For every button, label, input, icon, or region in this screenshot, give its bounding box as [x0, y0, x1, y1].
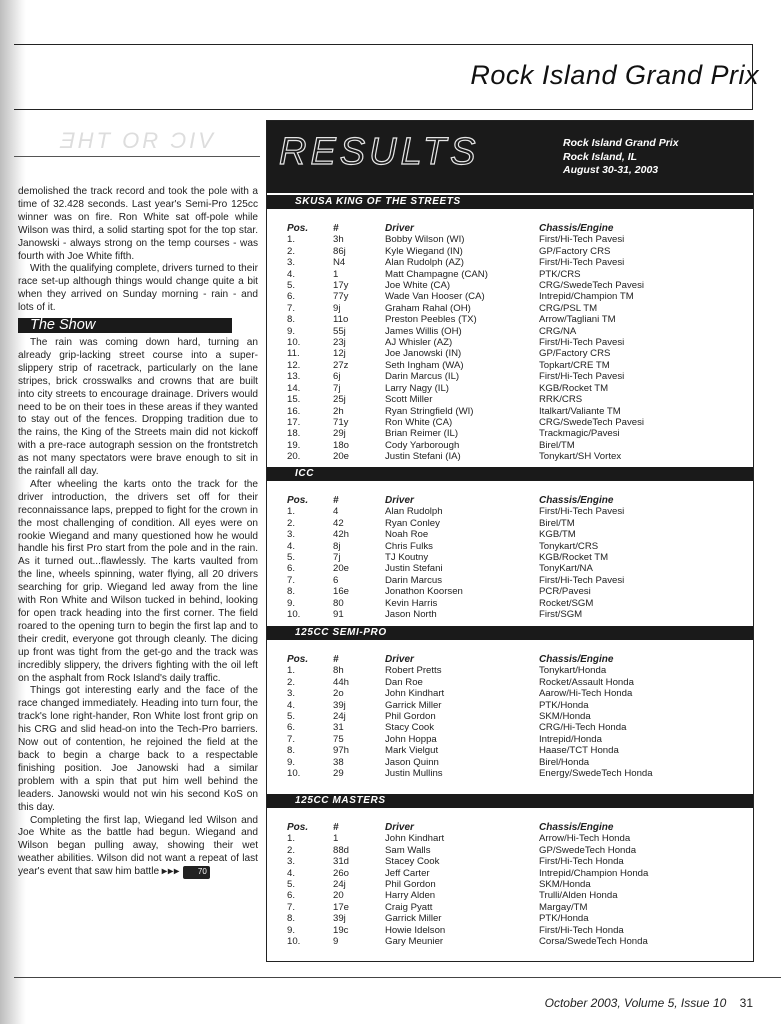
cell-num: 38 [333, 756, 344, 768]
bleed-through-text: ƎHT OR ƆIV [60, 128, 216, 153]
column-num [333, 654, 349, 779]
cell-chassis: Intrepid/Honda [539, 733, 602, 745]
cell-num: 91 [333, 609, 344, 621]
cell-driver: Phil Gordon [385, 711, 436, 723]
cell-chassis: Birel/TM [539, 517, 575, 529]
column-divider [14, 156, 260, 157]
page-number: 31 [739, 996, 753, 1010]
column-header: Chassis/Engine [539, 654, 614, 665]
cell-driver: Mark Vielgut [385, 745, 439, 757]
cell-chassis: First/Hi-Tech Pavesi [539, 234, 625, 246]
results-section [267, 467, 753, 640]
cell-driver: Gary Meunier [385, 936, 444, 948]
cell-driver: Justin Mullins [385, 768, 443, 780]
cell-pos: 6. [287, 722, 296, 734]
class-heading: 125CC MASTERS [267, 794, 753, 808]
cell-driver: James Willis (OH) [385, 325, 462, 337]
cell-driver: Sam Walls [385, 844, 431, 856]
cell-pos: 8. [287, 586, 296, 598]
cell-num: 7j [333, 552, 341, 564]
column-header: Pos. [287, 822, 309, 833]
cell-chassis: First/Hi-Tech Honda [539, 856, 624, 868]
column-chassis [539, 223, 644, 463]
cell-num: 24j [333, 711, 346, 723]
cell-num: 80 [333, 597, 344, 609]
cell-pos: 7. [287, 302, 296, 314]
cell-pos: 3. [287, 688, 296, 700]
cell-num: 39j [333, 699, 346, 711]
column-pos [287, 223, 308, 463]
cell-num: 29j [333, 428, 346, 440]
cell-chassis: PTK/Honda [539, 913, 589, 925]
results-table [267, 822, 753, 975]
cell-pos: 7. [287, 733, 296, 745]
cell-num: 31d [333, 856, 350, 868]
results-table [267, 654, 753, 808]
cell-pos: 1. [287, 234, 296, 246]
cell-num: 23j [333, 337, 346, 349]
cell-chassis: KGB/Rocket TM [539, 552, 609, 564]
column-driver [385, 654, 444, 779]
cell-chassis: Tonykart/SH Vortex [539, 451, 622, 463]
cell-driver: Darin Marcus (IL) [385, 371, 460, 383]
cell-chassis: First/Hi-Tech Pavesi [539, 371, 625, 383]
cell-chassis: KGB/TM [539, 529, 576, 541]
cell-pos: 17. [287, 416, 301, 428]
cell-num: 24j [333, 879, 346, 891]
cell-num: 25j [333, 394, 346, 406]
cell-driver: Jonathon Koorsen [385, 586, 463, 598]
cell-pos: 16. [287, 405, 301, 417]
column-pos [287, 495, 308, 620]
cell-chassis: Tonykart/Honda [539, 665, 607, 677]
cell-pos: 2. [287, 844, 296, 856]
cell-num: 86j [333, 245, 346, 257]
results-table [267, 223, 753, 481]
cell-chassis: CRG/PSL TM [539, 302, 598, 314]
cell-chassis: Birel/Honda [539, 756, 590, 768]
column-header: Chassis/Engine [539, 495, 614, 506]
cell-chassis: Energy/SwedeTech Honda [539, 768, 653, 780]
cell-chassis: Birel/TM [539, 439, 575, 451]
cell-chassis: Italkart/Valiante TM [539, 405, 621, 417]
results-box [266, 120, 754, 962]
cell-chassis: PTK/Honda [539, 699, 589, 711]
cell-driver: Garrick Miller [385, 699, 442, 711]
section-heading: The Show [18, 318, 232, 333]
event-dates: August 30-31, 2003 [563, 164, 659, 176]
cell-driver: Jason North [385, 609, 437, 621]
event-name: Rock Island Grand Prix [563, 137, 679, 149]
cell-pos: 19. [287, 439, 301, 451]
column-driver [385, 495, 463, 620]
cell-pos: 1. [287, 506, 296, 518]
cell-chassis: SKM/Honda [539, 879, 591, 891]
column-header: Pos. [287, 654, 309, 665]
cell-chassis: Intrepid/Champion Honda [539, 867, 649, 879]
cell-num: 20e [333, 451, 350, 463]
cell-pos: 5. [287, 711, 296, 723]
cell-driver: Chris Fulks [385, 540, 433, 552]
cell-num: 8h [333, 665, 344, 677]
cell-num: 1 [333, 833, 339, 845]
issue-info: October 2003, Volume 5, Issue 10 [544, 996, 727, 1010]
cell-chassis: Trulli/Alden Honda [539, 890, 618, 902]
article-paragraph: After wheeling the karts onto the track for the driver introduction, the drivers set off for their reconnaissance laps, prepped to fight for the crown in the most challenging of condition. All eyes were on rookie Wiegand and many questioned how he would handle his first Pro start from the pole and in the rain. As it turned out...flawlessly. The karts vaulted from the line, wheels spinning, water flying, all 20 drivers searching for grip. Wiegand led away from the line with Ron White and Wilson tucked in behind, looking for open track heading into the first corner. The field roared to the opening turn to begin the first lap and to their credit, everyone got through cleanly. The dicing up front was tight from the get-go and the track was incredibly slippery, the drivers fighting with the oil left on the asphalt from Rock Island's daily traffic. [18, 478, 258, 684]
cell-pos: 3. [287, 856, 296, 868]
cell-pos: 1. [287, 833, 296, 845]
cell-pos: 3. [287, 257, 296, 269]
article-paragraph: The rain was coming down hard, turning an already grip-lacking street course into a super-slippery strip of racetrack, particularly on the lane stripes, brick crosswalks and crowns that are built into city streets to encourage drainage. Drivers would need to be on their toes in these areas if they wanted to stay out of the fences. Dropping tradition due to the rains, the King of the Streets main did not kickoff with a pre-race autograph session on the frontstretch as not many spectators were brave enough to sit in the rainfall all day. [18, 336, 258, 478]
class-heading: SKUSA KING OF THE STREETS [267, 195, 753, 209]
cell-num: 9j [333, 302, 341, 314]
cell-pos: 9. [287, 325, 296, 337]
cell-chassis: First/Hi-Tech Pavesi [539, 574, 625, 586]
cell-chassis: Haase/TCT Honda [539, 745, 619, 757]
cell-pos: 8. [287, 913, 296, 925]
cell-num: 7j [333, 382, 341, 394]
column-pos [287, 654, 308, 779]
cell-driver: Noah Roe [385, 529, 429, 541]
cell-driver: Brian Reimer (IL) [385, 428, 459, 440]
cell-driver: Phil Gordon [385, 879, 436, 891]
cell-driver: John Kindhart [385, 833, 445, 845]
cell-chassis: PCR/Pavesi [539, 586, 591, 598]
cell-num: 97h [333, 745, 350, 757]
results-table [267, 495, 753, 640]
cell-chassis: Topkart/CRE TM [539, 359, 610, 371]
cell-pos: 10. [287, 936, 301, 948]
results-section [267, 195, 753, 481]
cell-pos: 4. [287, 268, 296, 280]
cell-chassis: Tonykart/CRS [539, 540, 599, 552]
column-header: Chassis/Engine [539, 822, 614, 833]
cell-driver: Justin Stefani [385, 563, 443, 575]
article-column [18, 186, 258, 879]
cell-driver: Jeff Carter [385, 867, 430, 879]
cell-driver: Matt Champagne (CAN) [385, 268, 488, 280]
cell-pos: 10. [287, 768, 301, 780]
article-paragraph [18, 815, 258, 880]
cell-chassis: First/Hi-Tech Pavesi [539, 337, 625, 349]
cell-driver: Kevin Harris [385, 597, 438, 609]
cell-driver: Scott Miller [385, 394, 433, 406]
column-pos [287, 822, 308, 947]
column-driver [385, 822, 445, 947]
cell-driver: Graham Rahal (OH) [385, 302, 471, 314]
column-num [333, 495, 349, 620]
class-heading: ICC [267, 467, 753, 481]
cell-num: 17y [333, 280, 349, 292]
cell-num: 6 [333, 574, 339, 586]
continue-arrows: ▸▸▸ [161, 866, 181, 878]
column-header: # [333, 495, 339, 506]
results-title: RESULTS [279, 131, 480, 173]
cell-num: 29 [333, 768, 344, 780]
cell-pos: 3. [287, 529, 296, 541]
cell-driver: Craig Pyatt [385, 901, 433, 913]
cell-driver: Alan Rudolph [385, 506, 443, 518]
cell-driver: Kyle Wiegand (IN) [385, 245, 463, 257]
cell-pos: 8. [287, 314, 296, 326]
continue-page-badge[interactable]: 70 [183, 866, 210, 879]
cell-pos: 5. [287, 879, 296, 891]
cell-chassis: RRK/CRS [539, 394, 583, 406]
cell-chassis: First/Hi-Tech Honda [539, 924, 624, 936]
event-info [563, 137, 679, 178]
cell-driver: Alan Rudolph (AZ) [385, 257, 464, 269]
cell-pos: 1. [287, 665, 296, 677]
cell-chassis: GP/Factory CRS [539, 245, 611, 257]
cell-num: 55j [333, 325, 346, 337]
cell-num: 44h [333, 676, 350, 688]
cell-driver: Howie Idelson [385, 924, 446, 936]
cell-chassis: Corsa/SwedeTech Honda [539, 936, 648, 948]
cell-pos: 8. [287, 745, 296, 757]
cell-pos: 9. [287, 756, 296, 768]
cell-driver: Larry Nagy (IL) [385, 382, 449, 394]
column-header: Pos. [287, 223, 309, 234]
cell-pos: 11. [287, 348, 300, 360]
cell-driver: Robert Pretts [385, 665, 442, 677]
cell-driver: Wade Van Hooser (CA) [385, 291, 485, 303]
article-paragraph: demolished the track record and took the pole with a time of 32.428 seconds. Last year's Semi-Pro 125cc winner was on fire. Ron White sat off-pole while Wilson was third, a solid starting spot for the top star. Janowski - always strong on the temp courses - was fourth with Joe White fifth. [18, 186, 258, 262]
cell-num: 4 [333, 506, 339, 518]
cell-num: 9 [333, 936, 339, 948]
cell-chassis: GP/SwedeTech Honda [539, 844, 637, 856]
cell-pos: 6. [287, 291, 296, 303]
cell-num: 11o [333, 314, 349, 326]
cell-pos: 4. [287, 867, 296, 879]
event-location: Rock Island, IL [563, 150, 638, 163]
cell-num: 19c [333, 924, 349, 936]
cell-num: 3h [333, 234, 344, 246]
cell-chassis: KGB/Rocket TM [539, 382, 609, 394]
cell-pos: 13. [287, 371, 301, 383]
cell-driver: Stacey Cook [385, 856, 440, 868]
cell-pos: 4. [287, 540, 296, 552]
column-header: Driver [385, 495, 414, 506]
cell-pos: 7. [287, 901, 296, 913]
article-paragraph: With the qualifying complete, drivers turned to their race set-up although things would change quite a bit when they arrived on Sunday morning - rain - and lots of it. [18, 263, 258, 314]
cell-num: 71y [333, 416, 349, 428]
cell-num: 12j [333, 348, 346, 360]
cell-pos: 15. [287, 394, 301, 406]
cell-num: 18o [333, 439, 350, 451]
page-title: Rock Island Grand Prix [470, 60, 759, 90]
cell-num: 42h [333, 529, 350, 541]
cell-chassis: CRG/SwedeTech Pavesi [539, 416, 645, 428]
cell-chassis: GP/Factory CRS [539, 348, 611, 360]
column-header: # [333, 654, 339, 665]
cell-pos: 6. [287, 563, 296, 575]
cell-chassis: Rocket/Assault Honda [539, 676, 634, 688]
cell-num: 26o [333, 867, 350, 879]
column-header: Pos. [287, 495, 309, 506]
column-chassis [539, 495, 624, 620]
cell-driver: AJ Whisler (AZ) [385, 337, 453, 349]
cell-chassis: Margay/TM [539, 901, 588, 913]
cell-chassis: First/Hi-Tech Pavesi [539, 506, 625, 518]
cell-num: 16e [333, 586, 350, 598]
cell-num: 77y [333, 291, 349, 303]
cell-driver: John Hoppa [385, 733, 437, 745]
cell-num: 88d [333, 844, 350, 856]
cell-chassis: CRG/NA [539, 325, 577, 337]
cell-num: 8j [333, 540, 341, 552]
cell-driver: Cody Yarborough [385, 439, 460, 451]
cell-chassis: Trackmagic/Pavesi [539, 428, 620, 440]
cell-driver: Bobby Wilson (WI) [385, 234, 465, 246]
cell-driver: Ron White (CA) [385, 416, 453, 428]
cell-num: N4 [333, 257, 346, 269]
cell-driver: Dan Roe [385, 676, 423, 688]
cell-num: 6j [333, 371, 341, 383]
cell-driver: Joe White (CA) [385, 280, 451, 292]
cell-pos: 10. [287, 609, 301, 621]
cell-driver: Justin Stefani (IA) [385, 451, 461, 463]
cell-driver: Joe Janowski (IN) [385, 348, 462, 360]
cell-driver: Preston Peebles (TX) [385, 314, 477, 326]
cell-chassis: Arrow/Hi-Tech Honda [539, 833, 631, 845]
cell-pos: 2. [287, 676, 296, 688]
cell-pos: 5. [287, 280, 296, 292]
cell-pos: 10. [287, 337, 301, 349]
cell-num: 2h [333, 405, 344, 417]
column-chassis [539, 822, 648, 947]
cell-num: 17e [333, 901, 350, 913]
cell-pos: 2. [287, 517, 296, 529]
article-paragraph-text: Completing the first lap, Wiegand led Wilson and Joe White as the battle had begun. Wiegand and Wilson began pulling away, showing their wet weather abilities. Wilson did not want a repeat of last year's event that saw him battle [18, 814, 258, 878]
cell-chassis: Aarow/Hi-Tech Honda [539, 688, 633, 700]
column-driver [385, 223, 488, 463]
cell-chassis: First/SGM [539, 609, 583, 621]
cell-pos: 12. [287, 359, 301, 371]
cell-chassis: Arrow/Tagliani TM [539, 314, 616, 326]
cell-chassis: TonyKart/NA [539, 563, 593, 575]
cell-num: 42 [333, 517, 344, 529]
cell-pos: 20. [287, 451, 301, 463]
cell-chassis: First/Hi-Tech Pavesi [539, 257, 625, 269]
cell-driver: Ryan Conley [385, 517, 440, 529]
cell-num: 39j [333, 913, 346, 925]
cell-num: 31 [333, 722, 344, 734]
class-heading: 125CC SEMI-PRO [267, 626, 753, 640]
cell-chassis: PTK/CRS [539, 268, 581, 280]
cell-chassis: CRG/SwedeTech Pavesi [539, 280, 645, 292]
column-num [333, 223, 349, 463]
cell-pos: 6. [287, 890, 296, 902]
footer-rule [14, 977, 781, 978]
column-header: Driver [385, 654, 414, 665]
page-footer [545, 996, 753, 1010]
cell-num: 20e [333, 563, 350, 575]
cell-pos: 14. [287, 382, 301, 394]
cell-num: 20 [333, 890, 344, 902]
results-section [267, 626, 753, 808]
column-header: Driver [385, 822, 414, 833]
cell-driver: Jason Quinn [385, 756, 439, 768]
cell-driver: Seth Ingham (WA) [385, 359, 464, 371]
column-header: # [333, 822, 339, 833]
cell-pos: 5. [287, 552, 296, 564]
cell-pos: 4. [287, 699, 296, 711]
column-header: Chassis/Engine [539, 223, 614, 234]
cell-pos: 9. [287, 597, 296, 609]
cell-pos: 7. [287, 574, 296, 586]
cell-chassis: CRG/Hi-Tech Honda [539, 722, 627, 734]
cell-num: 1 [333, 268, 339, 280]
cell-chassis: SKM/Honda [539, 711, 591, 723]
cell-driver: Ryan Stringfield (WI) [385, 405, 474, 417]
cell-driver: Garrick Miller [385, 913, 442, 925]
column-header: # [333, 223, 339, 234]
column-chassis [539, 654, 653, 779]
cell-pos: 18. [287, 428, 301, 440]
cell-pos: 9. [287, 924, 296, 936]
column-num [333, 822, 349, 947]
cell-pos: 2. [287, 245, 296, 257]
cell-chassis: Intrepid/Champion TM [539, 291, 634, 303]
article-paragraph: Things got interesting early and the face of the race changed immediately. Heading into turn four, the track's lone right-hander, Ron White lost front grip on his CRG and slid head-on into the Tech-Pro barriers. Now out of contention, he rejoined the field at the back to begin a charge back to a respectable finishing position. Joe Janowski had a similar problem with a spin that put him well behind the leaders. Janowski would not win his second KoS on this day. [18, 685, 258, 813]
cell-num: 27z [333, 359, 349, 371]
cell-num: 75 [333, 733, 344, 745]
cell-num: 2o [333, 688, 344, 700]
cell-driver: TJ Koutny [385, 552, 429, 564]
column-header: Driver [385, 223, 414, 234]
cell-driver: Stacy Cook [385, 722, 435, 734]
results-header [267, 121, 753, 193]
cell-driver: Harry Alden [385, 890, 436, 902]
cell-driver: Darin Marcus [385, 574, 443, 586]
cell-driver: John Kindhart [385, 688, 445, 700]
cell-chassis: Rocket/SGM [539, 597, 594, 609]
results-section [267, 794, 753, 975]
